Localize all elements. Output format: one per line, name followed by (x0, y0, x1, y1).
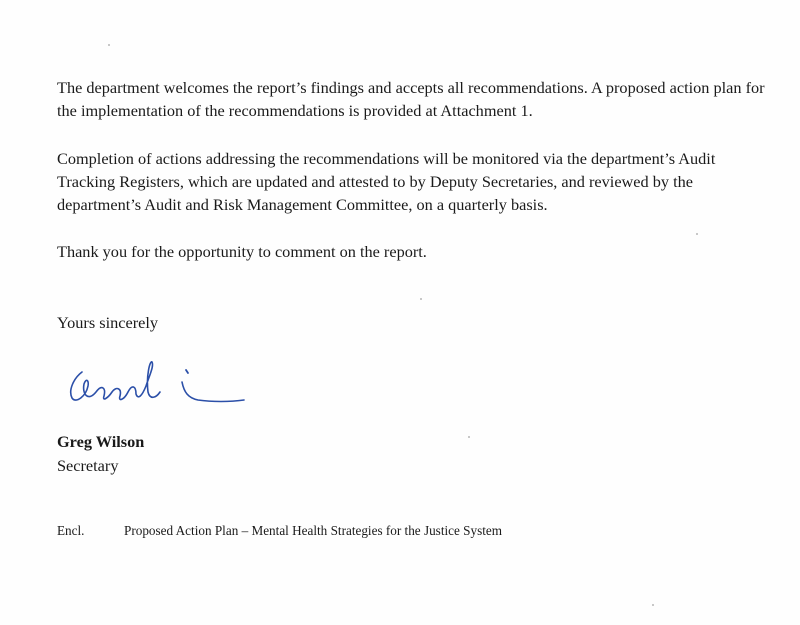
enclosure-text: Proposed Action Plan – Mental Health Strategies for the Justice System (124, 523, 502, 538)
paper-speck (696, 233, 698, 235)
signatory-title: Secretary (57, 456, 119, 475)
paragraph-monitoring: Completion of actions addressing the recommendations will be monitored via the department’s Audit Tracking Registers, which are updated and attested to by Deputy Secretaries, and reviewed by the department’s Audit and Risk Management Committee, on a quarterly basis. (57, 149, 716, 214)
paper-speck (108, 44, 110, 46)
paragraph-thanks: Thank you for the opportunity to comment on the report. (57, 242, 427, 261)
closing-salutation: Yours sincerely (57, 313, 159, 332)
paper-speck (420, 298, 422, 300)
paper-speck (468, 436, 470, 438)
enclosure-label: Encl. (57, 523, 85, 538)
signatory-name: Greg Wilson (57, 432, 145, 451)
paper-speck (652, 604, 654, 606)
handwritten-signature (62, 352, 252, 412)
paragraph-findings: The department welcomes the report’s findings and accepts all recommendations. A proposed action plan for the implementation of the recommendations is provided at Attachment 1. (57, 78, 765, 120)
